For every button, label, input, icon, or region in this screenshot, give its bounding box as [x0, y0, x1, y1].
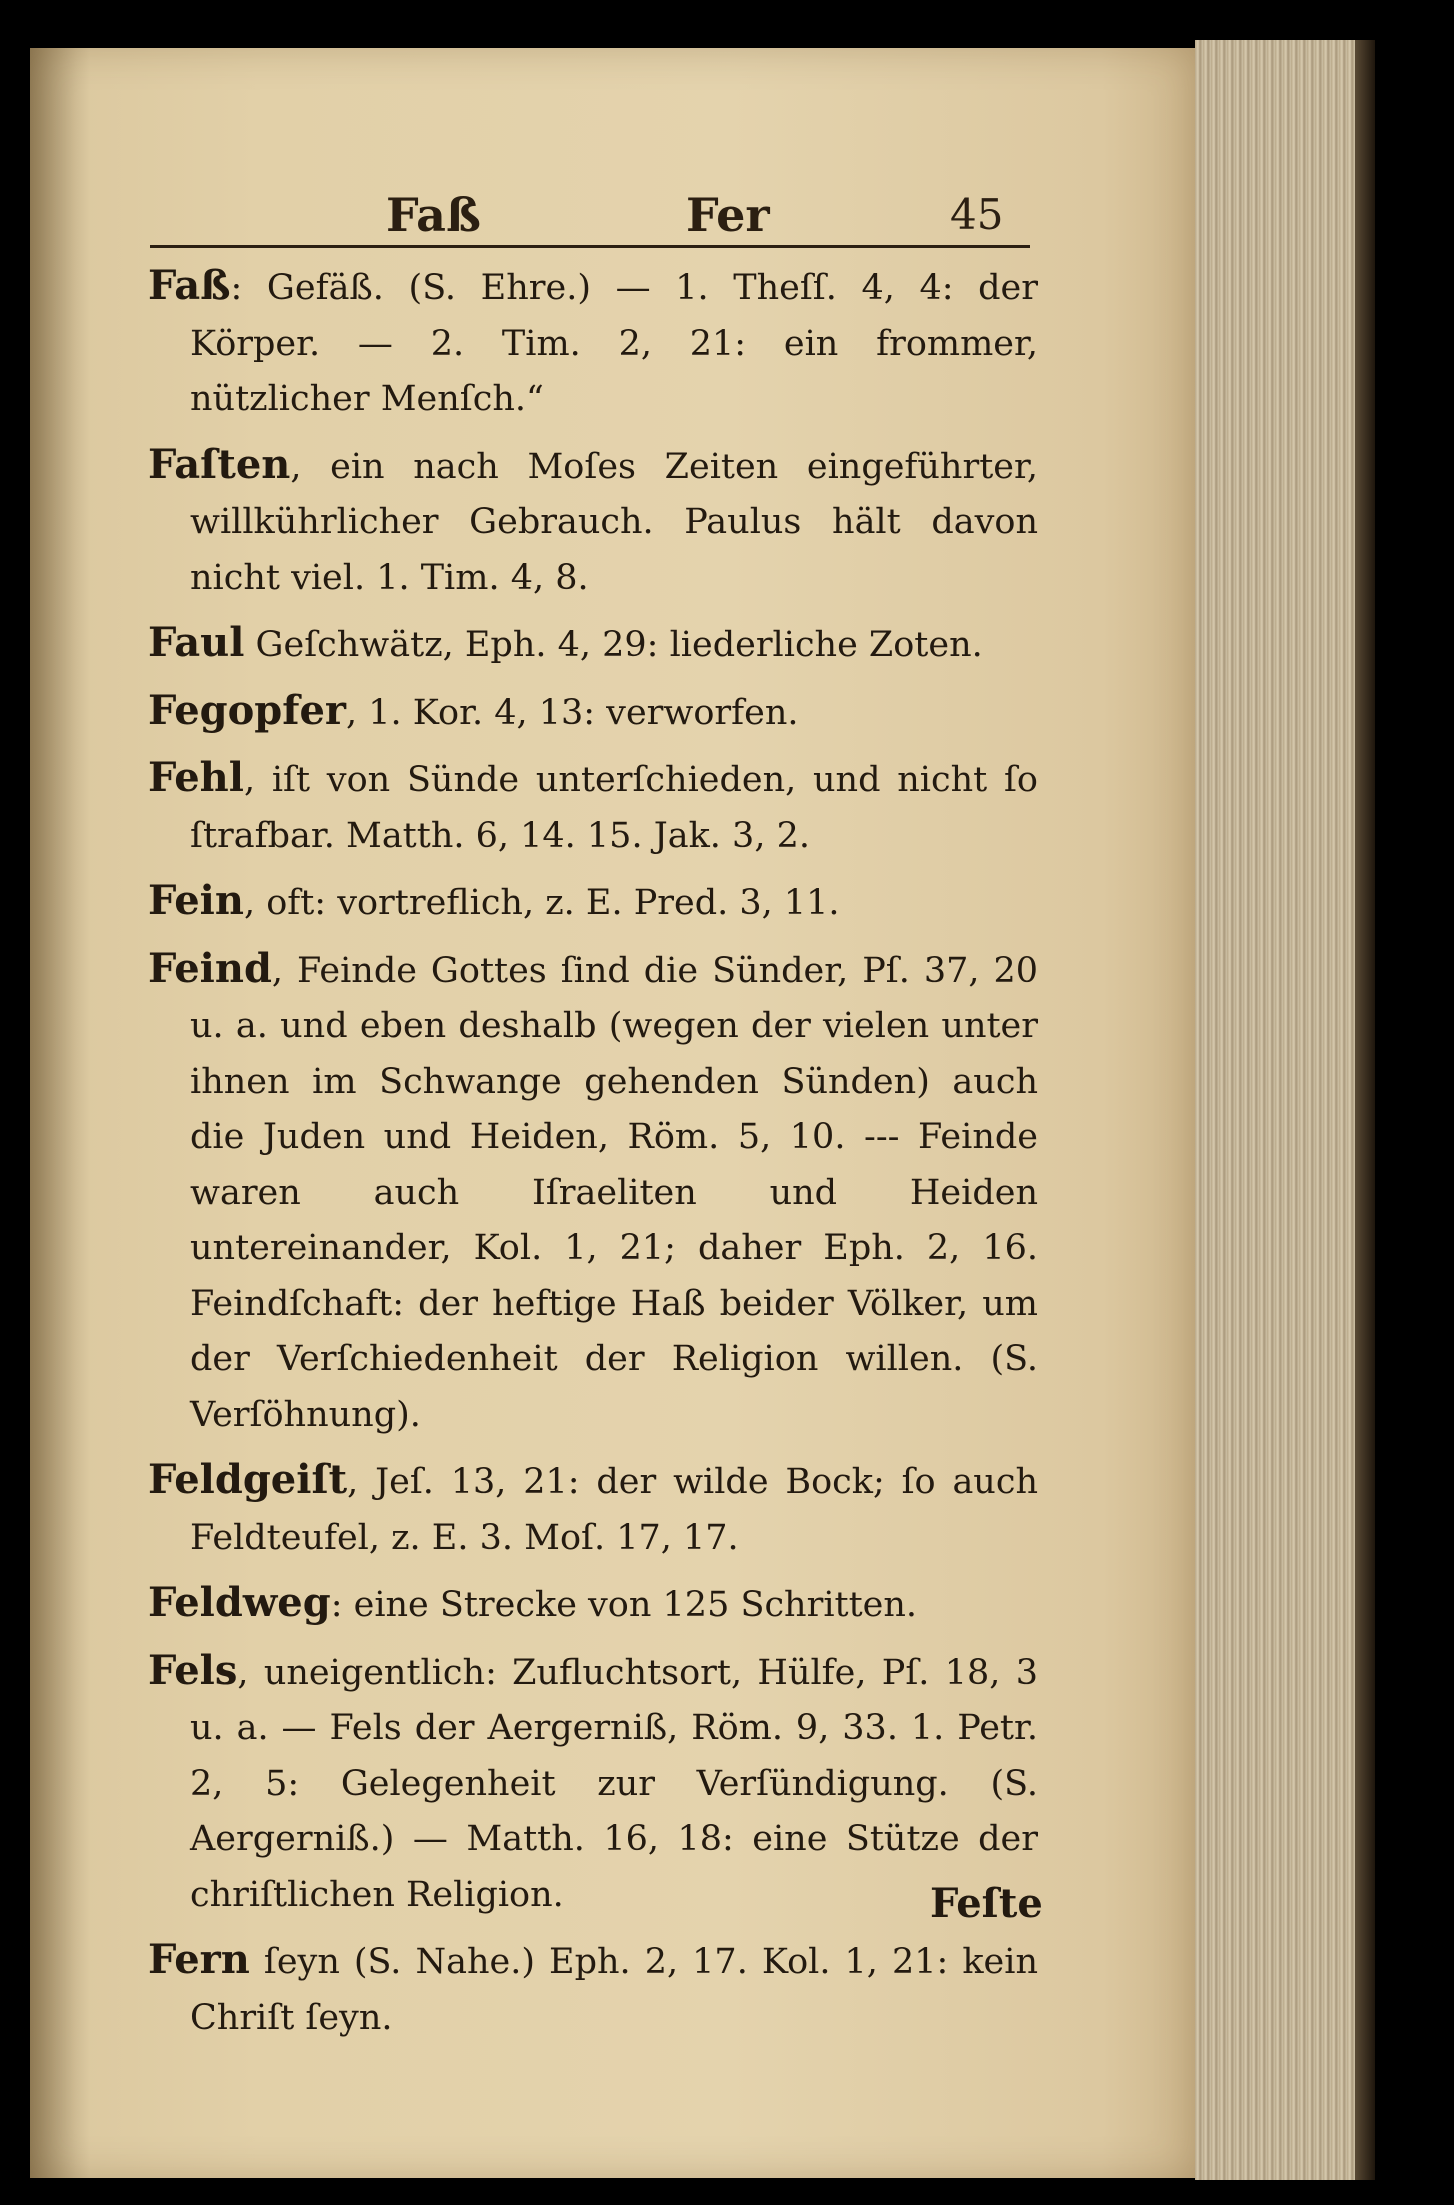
entry-lemma: Faſten [148, 440, 291, 488]
dictionary-entry [148, 941, 1038, 1444]
entry-text: : Gefäß. (S. Ehre.) — 1. Theſſ. 4, 4: der Körper. — 2. Tim. 2, 21: ein frommer, nützlicher Menſch.“ [190, 268, 1038, 419]
running-header [150, 178, 1050, 248]
dictionary-entry [148, 1575, 1038, 1634]
entry-text: , 1. Kor. 4, 13: verworfen. [346, 692, 799, 733]
dictionary-entry [148, 1643, 1038, 1924]
entry-text: Geſchwätz, Eph. 4, 29: liederliche Zoten. [244, 625, 983, 665]
catchword: Feſte [930, 1880, 1043, 1927]
entry-lemma: Faß [148, 262, 231, 309]
entry-text: ſeyn (S. Nahe.) Eph. 2, 17. Kol. 1, 21: kein Chriſt ſeyn. [190, 1942, 1038, 2038]
entry-text: , oft: vortreflich, z. E. Pred. 3, 11. [243, 883, 840, 923]
dictionary-entry [148, 258, 1038, 428]
entry-text: : eine Strecke von 125 Schritten. [330, 1585, 918, 1625]
page-stack-edge [1195, 40, 1355, 2180]
dictionary-entry [148, 615, 1038, 674]
entry-text: , Feinde Gottes ſind die Sünder, Pſ. 37, 20 u. a. und eben deshalb (wegen der vielen unter ihnen im Schwange gehenden Sünden) auch die Juden und Heiden, Röm. 5, 10. --- Feinde waren auch Iſraeliten und Heiden untereinander, Kol. 1, 21; daher Eph. 2, 16. Feindſchaft: der heftige Haß beider Völker, um der Verſchiedenheit der Religion willen. (S. Verſöhnung). [190, 950, 1038, 1435]
dictionary-entries [148, 258, 1038, 2055]
dictionary-entry [148, 683, 1038, 742]
entry-lemma: Feldgeiſt [148, 1456, 348, 1503]
entry-lemma: Fegopfer [148, 686, 347, 734]
header-center-word: Fer [686, 188, 770, 242]
dictionary-entry [148, 750, 1038, 864]
dictionary-entry [148, 437, 1038, 607]
book-cover-edge [1355, 40, 1375, 2180]
entry-lemma: Fehl [148, 754, 244, 801]
header-rule [150, 245, 1030, 248]
entry-lemma: Feldweg [148, 1579, 331, 1626]
entry-lemma: Faul [148, 619, 245, 666]
dictionary-entry [148, 873, 1038, 932]
dictionary-entry [148, 1932, 1038, 2046]
spine-shadow [30, 48, 90, 2178]
entry-text: , iſt von Sünde unterſchieden, und nicht ſo ſtrafbar. Matth. 6, 14. 15. Jak. 3, 2. [190, 760, 1038, 856]
entry-lemma: Fern [148, 1936, 250, 1983]
dictionary-entry [148, 1452, 1038, 1566]
entry-text: , ein nach Moſes Zeiten eingeführter, willkührlicher Gebrauch. Paulus hält davon nicht viel. 1. Tim. 4, 8. [190, 446, 1038, 598]
entry-text: , Jeſ. 13, 21: der wilde Bock; ſo auch Feldteufel, z. E. 3. Moſ. 17, 17. [190, 1462, 1038, 1558]
entry-text: , uneigentlich: Zufluchtsort, Hülfe, Pſ. 18, 3 u. a. — Fels der Aergerniß, Röm. 9, 33. 1. Petr. 2, 5: Gelegenheit zur Verſündigung. (S. Aergerniß.) — Matth. 16, 18: eine Stütze der chriſtlichen Religion. [190, 1652, 1038, 1915]
header-left-word: Faß [386, 188, 481, 242]
page-number: 45 [950, 190, 1004, 239]
entry-lemma: Fein [148, 877, 244, 924]
entry-lemma: Feind [148, 944, 272, 992]
entry-lemma: Fels [148, 1646, 238, 1694]
